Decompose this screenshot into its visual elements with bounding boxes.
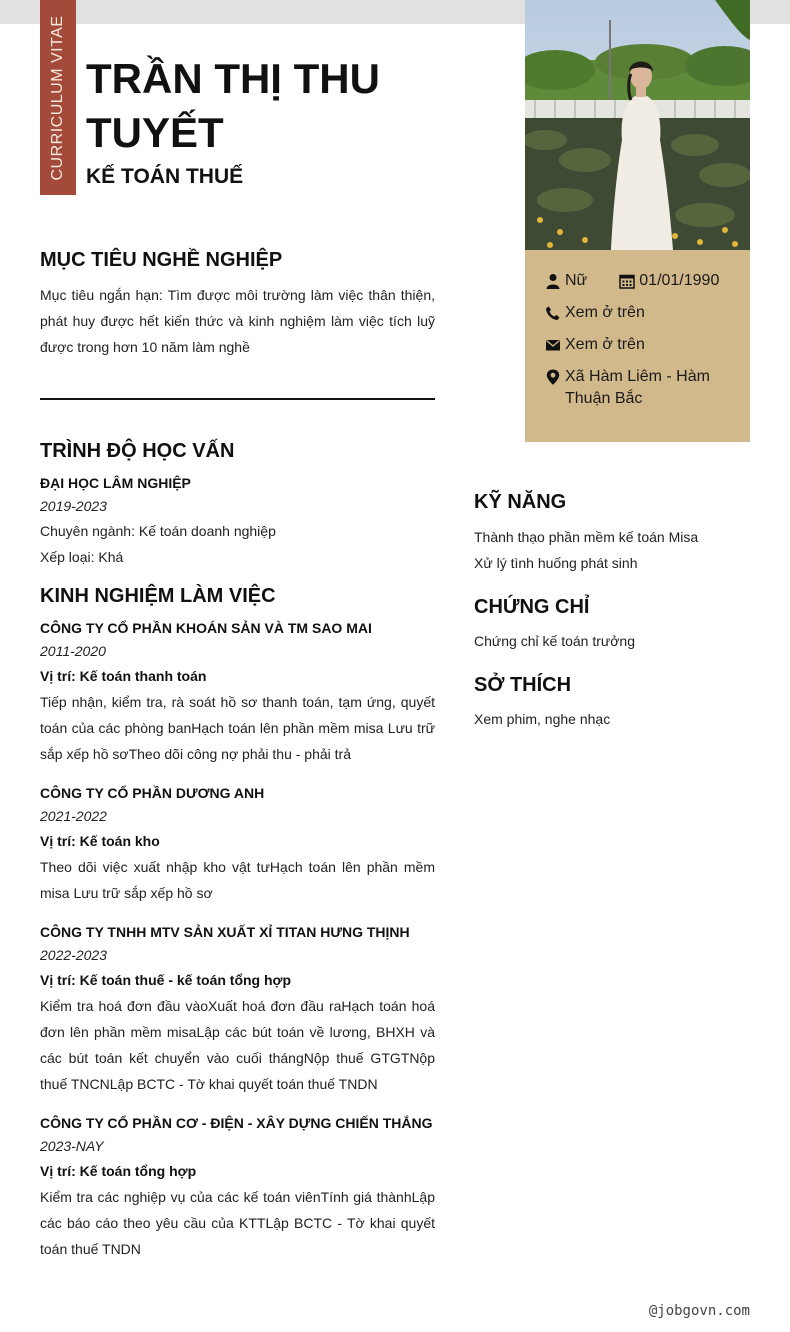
objective-text: Mục tiêu ngắn hạn: Tìm được môi trường làm việc thân thiện, phát huy được hết kiến thức và kinh nghiệm làm việc tích luỹ được trong hơn 10 năm làm nghề bbox=[40, 287, 435, 355]
job-position: Vị trí: Kế toán kho bbox=[40, 833, 160, 849]
education-heading: TRÌNH ĐỘ HỌC VẤN bbox=[40, 440, 235, 462]
cv-tag-text: CURRICULUM VITAE bbox=[49, 14, 66, 181]
job-description: Theo dõi việc xuất nhập kho vật tưHạch toán lên phần mềm misa Lưu trữ sắp xếp hồ sơ bbox=[40, 859, 435, 901]
education-major: Chuyên ngành: Kế toán doanh nghiệp bbox=[40, 523, 276, 539]
job-description: Kiểm tra hoá đơn đầu vàoXuất hoá đơn đầu raHạch toán hoá đơn lên phần mềm misaLập các bút toán về lương, BHXH và các bút toán kết chuyển vào cuối thángNộp thuế GTGTNộp thuế TNCNLập BCTC - Tờ khai quyết toán thuế TNDN bbox=[40, 998, 435, 1092]
info-row-gender-birthdate bbox=[545, 270, 750, 292]
mail-icon bbox=[545, 337, 561, 353]
job-company: CÔNG TY CỔ PHẦN DƯƠNG ANH bbox=[40, 785, 265, 801]
job-title: KẾ TOÁN THUẾ bbox=[86, 165, 244, 188]
phone-icon bbox=[545, 305, 561, 321]
job-period: 2022-2023 bbox=[40, 947, 107, 963]
hobby-item: Xem phim, nghe nhạc bbox=[474, 711, 611, 727]
job-position: Vị trí: Kế toán thanh toán bbox=[40, 668, 207, 684]
certificate-item: Chứng chỉ kế toán trưởng bbox=[474, 633, 636, 649]
experience-heading: KINH NGHIỆM LÀM VIỆC bbox=[40, 585, 276, 607]
education-school: ĐẠI HỌC LÂM NGHIỆP bbox=[40, 475, 191, 491]
personal-info-panel bbox=[525, 250, 750, 442]
address-value: Xã Hàm Liêm - Hàm Thuận Bắc bbox=[565, 368, 710, 407]
gender-value: Nữ bbox=[565, 272, 588, 289]
skill-item: Thành thạo phần mềm kế toán Misa bbox=[474, 529, 699, 545]
cv-vertical-tag bbox=[40, 0, 76, 195]
profile-photo bbox=[525, 0, 750, 250]
job-company: CÔNG TY CỔ PHẦN CƠ - ĐIỆN - XÂY DỰNG CHIẾN THẮNG bbox=[40, 1115, 433, 1131]
calendar-icon bbox=[619, 273, 635, 289]
candidate-name: TRẦN THỊ THU TUYẾT bbox=[86, 55, 380, 156]
phone-value: Xem ở trên bbox=[565, 304, 645, 321]
job-company: CÔNG TY TNHH MTV SẢN XUẤT XỈ TITAN HƯNG THỊNH bbox=[40, 924, 410, 940]
email-value: Xem ở trên bbox=[565, 336, 645, 353]
education-grade: Xếp loại: Khá bbox=[40, 549, 124, 565]
certificates-heading: CHỨNG CHỈ bbox=[474, 596, 590, 618]
footer-watermark: @jobgovn.com bbox=[648, 1303, 750, 1319]
location-icon bbox=[545, 369, 561, 385]
section-divider bbox=[40, 398, 435, 400]
hobbies-heading: SỞ THÍCH bbox=[474, 674, 572, 696]
job-period: 2023-NAY bbox=[40, 1138, 104, 1154]
job-period: 2021-2022 bbox=[40, 808, 107, 824]
info-row-phone bbox=[545, 302, 750, 324]
birthdate-value: 01/01/1990 bbox=[639, 272, 720, 289]
education-period: 2019-2023 bbox=[40, 498, 107, 514]
job-description: Kiểm tra các nghiệp vụ của các kế toán viênTính giá thànhLập các báo cáo theo yêu cầu của KTTLập BCTC - Tờ khai quyết toán thuế TNDN bbox=[40, 1189, 435, 1257]
job-description: Tiếp nhận, kiểm tra, rà soát hồ sơ thanh toán, tạm ứng, quyết toán của các phòng banHạch toán lên phần mềm misa Lưu trữ sắp xếp hồ sơTheo dõi công nợ phải thu - phải trả bbox=[40, 694, 435, 762]
person-icon bbox=[545, 273, 561, 289]
info-row-email bbox=[545, 334, 750, 356]
skills-heading: KỸ NĂNG bbox=[474, 491, 567, 513]
job-position: Vị trí: Kế toán tổng hợp bbox=[40, 1163, 197, 1179]
job-position: Vị trí: Kế toán thuế - kế toán tổng hợp bbox=[40, 972, 292, 988]
objective-heading: MỤC TIÊU NGHỀ NGHIỆP bbox=[40, 249, 283, 271]
job-period: 2011-2020 bbox=[40, 643, 106, 659]
job-company: CÔNG TY CỔ PHẦN KHOÁN SẢN VÀ TM SAO MAI bbox=[40, 620, 372, 636]
info-row-address bbox=[545, 366, 750, 410]
skill-item: Xử lý tình huống phát sinh bbox=[474, 555, 638, 571]
